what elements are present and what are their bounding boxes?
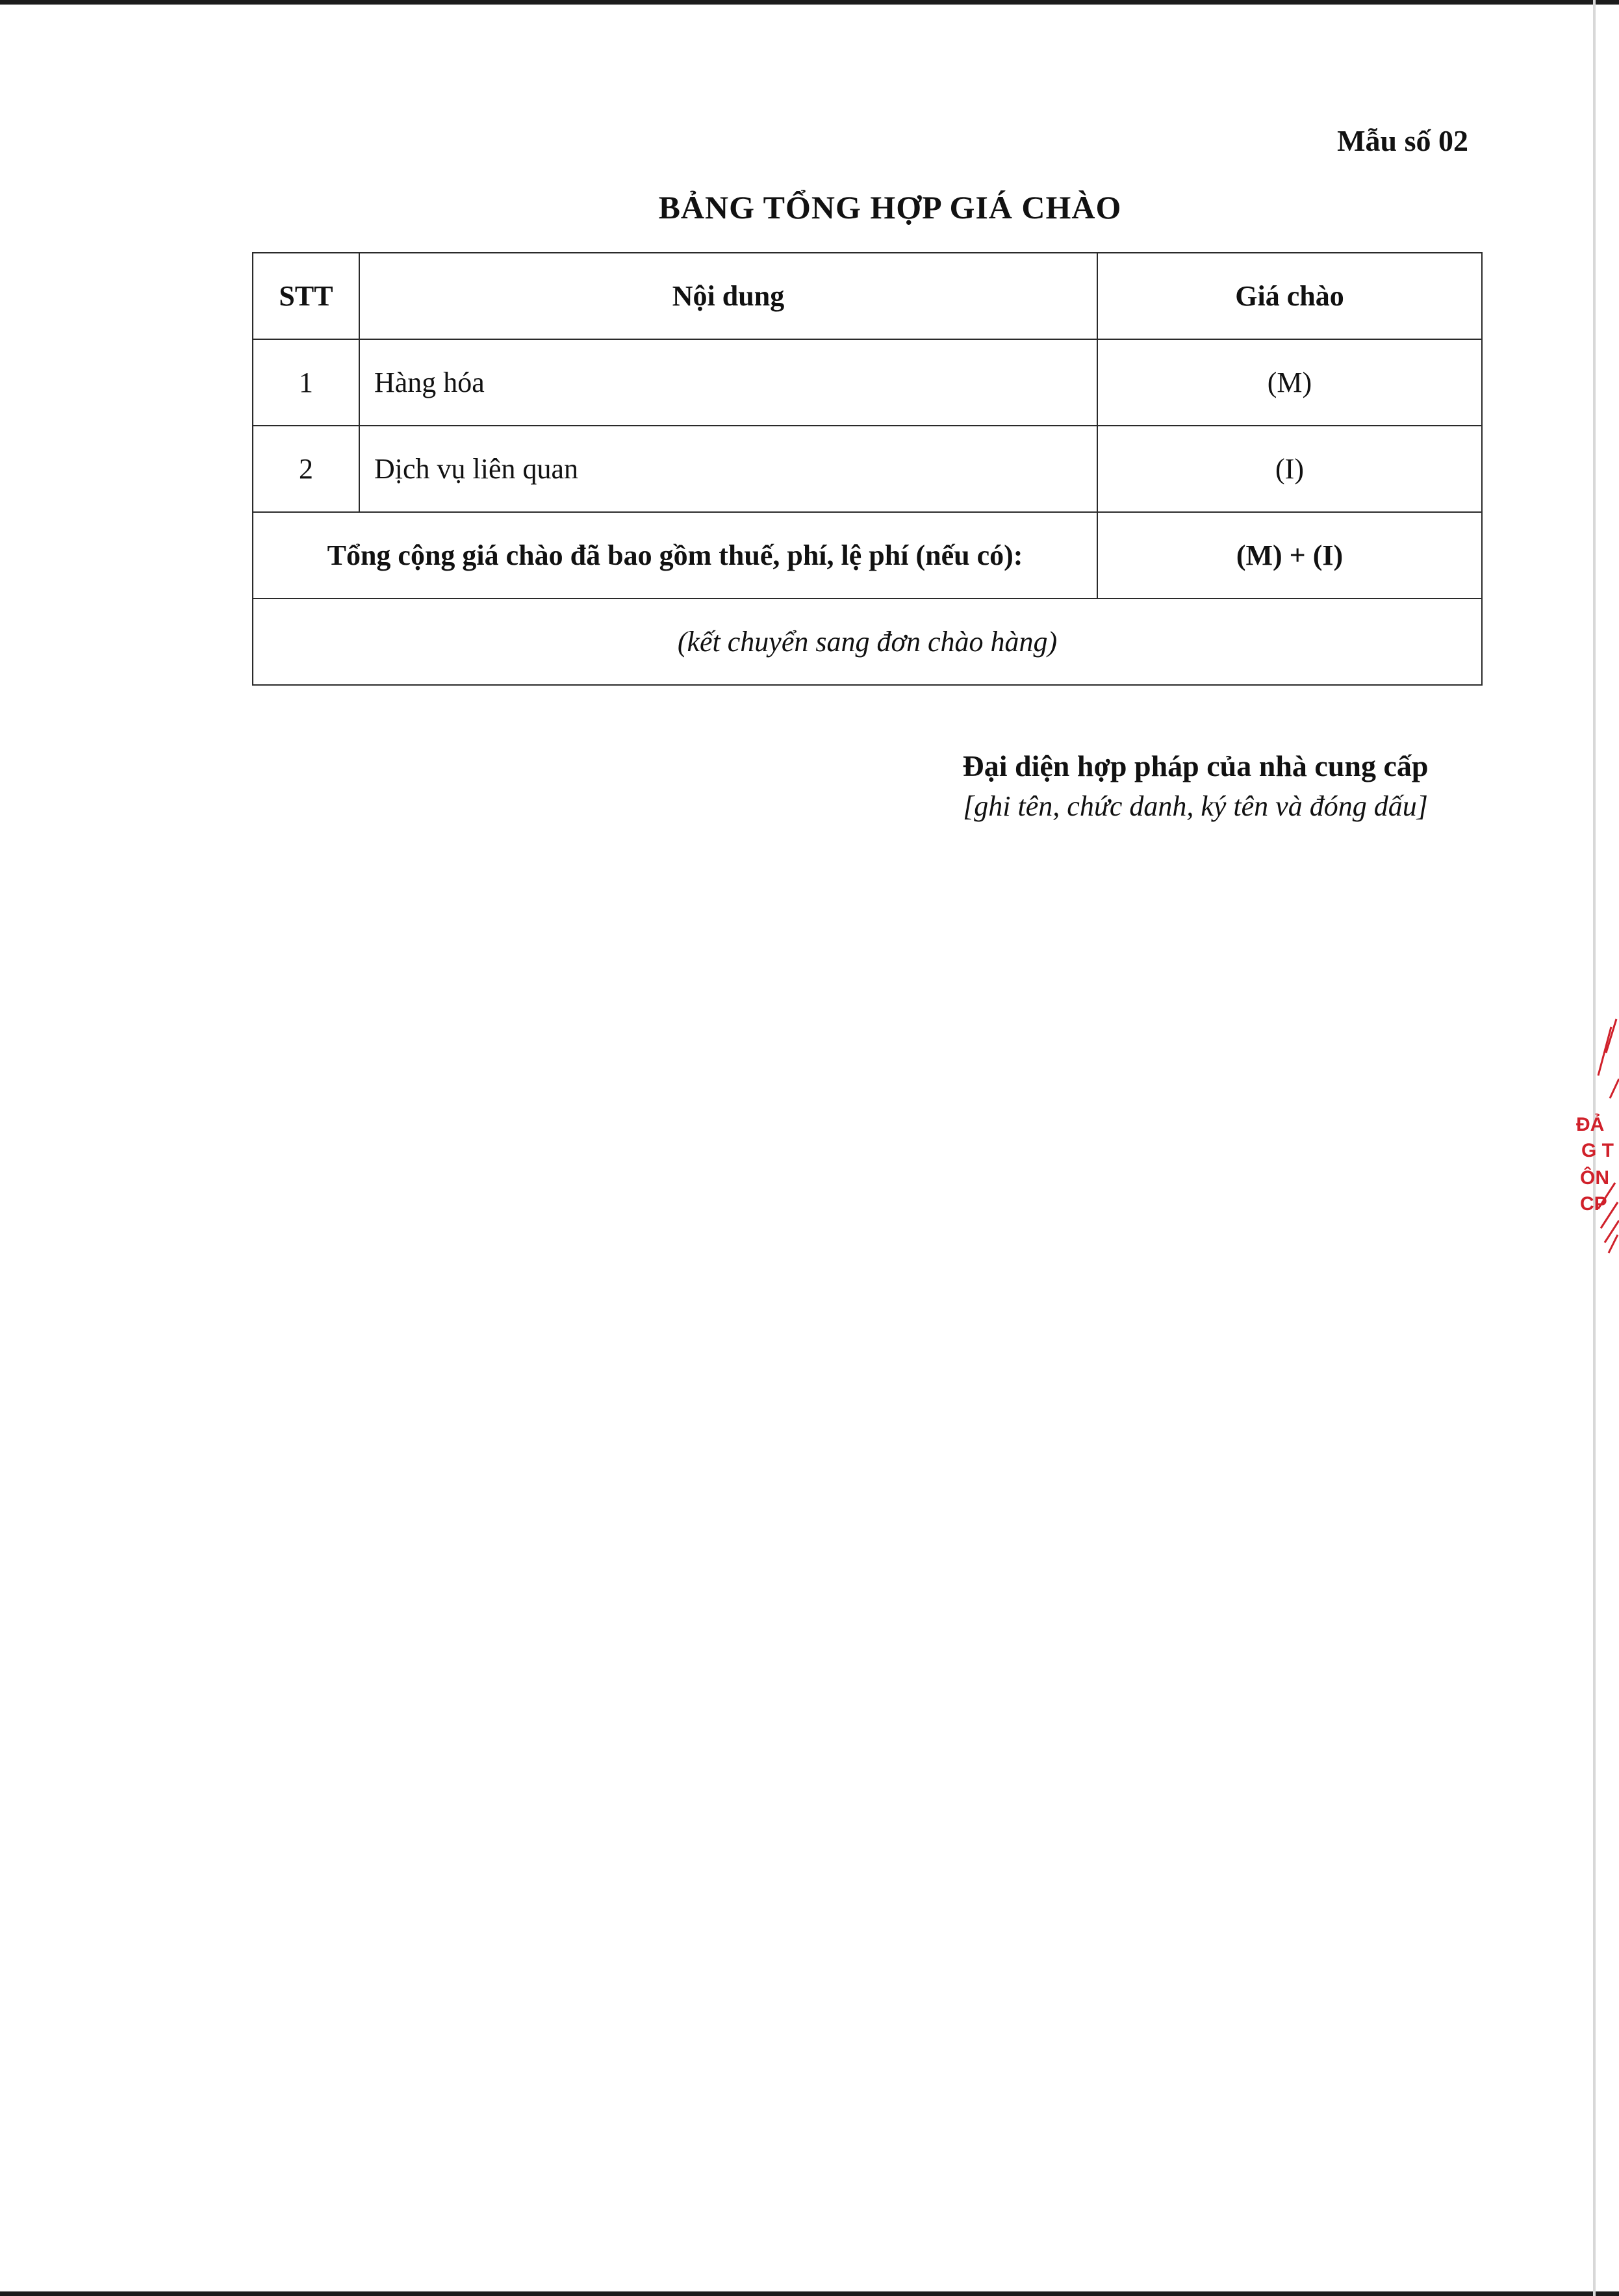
stamp-text-4: CP <box>1580 1193 1607 1215</box>
row-content: Dịch vụ liên quan <box>359 426 1097 512</box>
signature-instruction: [ghi tên, chức danh, ký tên và đóng dấu] <box>963 790 1428 822</box>
row-stt: 2 <box>253 426 359 512</box>
stamp-text-3: ÔN <box>1580 1167 1609 1189</box>
stamp-text-2: G T <box>1581 1140 1614 1161</box>
total-row <box>253 512 1482 599</box>
stamp-fragment <box>1572 1014 1619 1293</box>
note-row <box>253 599 1482 685</box>
signature-block <box>897 746 1494 827</box>
header-price: Giá chào <box>1097 253 1482 339</box>
page-top-edge <box>0 0 1619 5</box>
stamp-text-1: ĐẢ <box>1576 1114 1605 1135</box>
transfer-note: (kết chuyển sang đơn chào hàng) <box>253 599 1482 685</box>
table-row <box>253 339 1482 426</box>
row-stt: 1 <box>253 339 359 426</box>
form-number: Mẫu số 02 <box>1337 124 1468 157</box>
page-bottom-edge <box>0 2291 1619 2296</box>
header-stt: STT <box>253 253 359 339</box>
row-content: Hàng hóa <box>359 339 1097 426</box>
row-price: (I) <box>1097 426 1482 512</box>
total-value: (M) + (I) <box>1097 512 1482 599</box>
document-title: BẢNG TỔNG HỢP GIÁ CHÀO <box>658 189 1122 226</box>
signature-title: Đại diện hợp pháp của nhà cung cấp <box>962 749 1429 782</box>
row-price: (M) <box>1097 339 1482 426</box>
header-content: Nội dung <box>359 253 1097 339</box>
table-header-row <box>253 253 1482 339</box>
price-summary-table <box>252 252 1483 686</box>
company-seal-edge-icon <box>1572 1014 1619 1293</box>
total-label: Tổng cộng giá chào đã bao gồm thuế, phí, lệ phí (nếu có): <box>253 512 1097 599</box>
table-row <box>253 426 1482 512</box>
